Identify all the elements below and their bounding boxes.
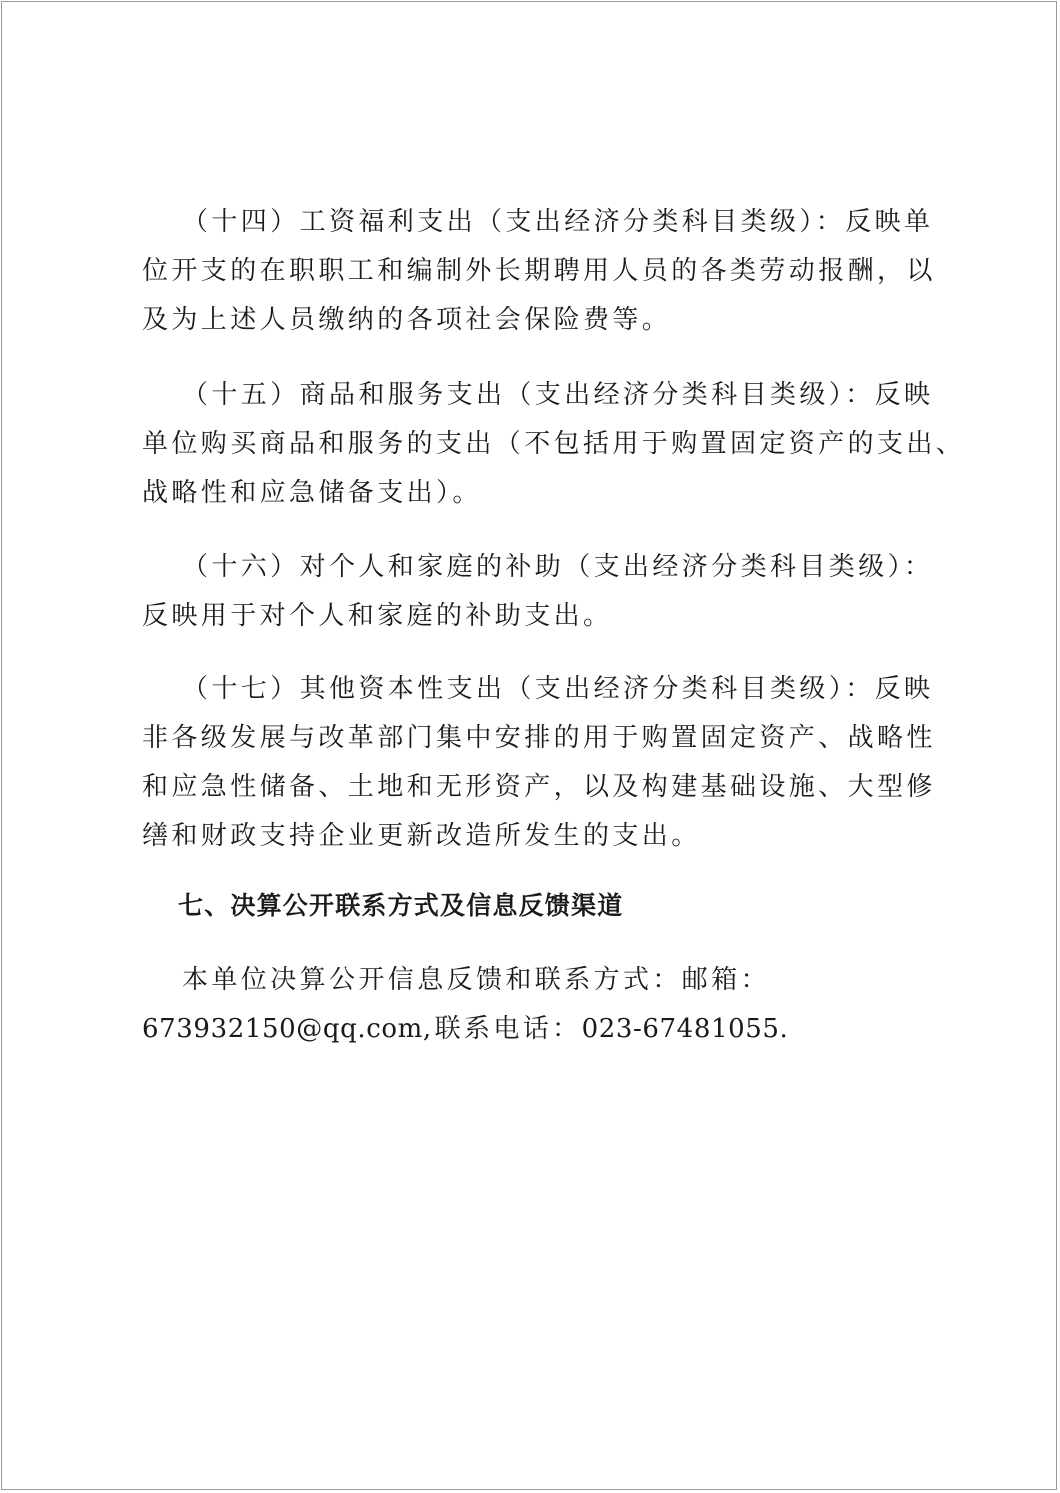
paragraph-line: 缮和财政支持企业更新改造所发生的支出。 [142,821,701,851]
paragraph-line: （十六）对个人和家庭的补助（支出经济分类科目类级）： [182,552,934,582]
contact-phone: 023-67481055. [581,1014,789,1044]
contact-phone-label: ,联系电话： [422,1014,582,1044]
section-heading: 七、决算公开联系方式及信息反馈渠道 [178,891,624,920]
paragraph-household-subsidy [142,543,942,641]
paragraph-line: 非各级发展与改革部门集中安排的用于购置固定资产、战略性 [142,723,936,753]
paragraph-line: （十五）商品和服务支出（支出经济分类科目类级）：反映 [182,380,934,410]
contact-intro: 本单位决算公开信息反馈和联系方式：邮箱： [182,965,771,995]
paragraph-goods-services [142,371,966,518]
contact-details-line [142,1005,942,1054]
paragraph-other-capital [142,665,942,861]
paragraph-line: （十四）工资福利支出（支出经济分类科目类级）：反映单 [182,207,934,237]
paragraph-line: 单位购买商品和服务的支出（不包括用于购置固定资产的支出、 [142,429,966,459]
paragraph-line: 和应急性储备、土地和无形资产，以及构建基础设施、大型修 [142,772,936,802]
paragraph-wage-welfare [142,198,942,345]
paragraph-line: 战略性和应急储备支出）。 [142,478,482,508]
paragraph-line: （十七）其他资本性支出（支出经济分类科目类级）：反映 [182,674,934,704]
paragraph-line: 反映用于对个人和家庭的补助支出。 [142,601,613,631]
paragraph-line: 位开支的在职职工和编制外长期聘用人员的各类劳动报酬，以 [142,256,936,286]
contact-paragraph [142,956,942,1054]
paragraph-line: 及为上述人员缴纳的各项社会保险费等。 [142,305,672,335]
contact-email: 673932150@qq.com [142,1014,423,1044]
document-body [142,198,966,1054]
